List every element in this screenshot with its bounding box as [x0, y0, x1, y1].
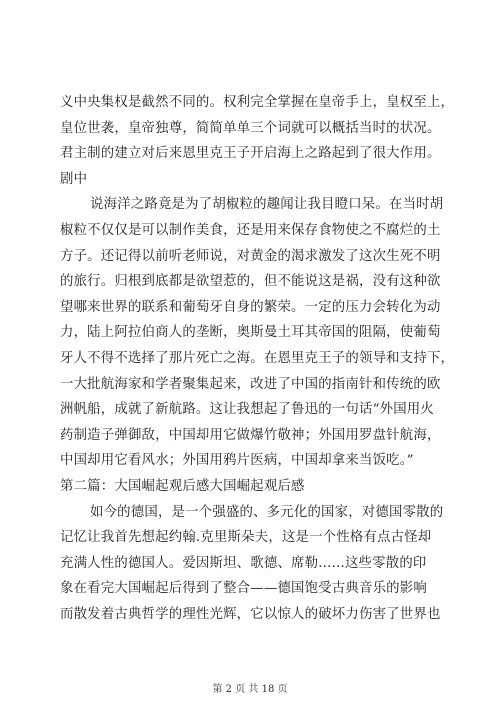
text-line: 剧中 [60, 171, 88, 187]
text-line: 方子。还记得以前听老师说，对黄金的渴求激发了这次生死不明 [60, 248, 441, 264]
text-line: 皇位世袭，皇帝独尊，简简单单三个词就可以概括当时的状况。 [60, 120, 441, 136]
text-line: 说海洋之路竟是为了胡椒粒的趣闻让我目瞪口呆。在当时胡 [90, 197, 444, 213]
text-line: 第二篇：大国崛起观后感大国崛起观后感 [60, 478, 305, 494]
text-line: 望哪来世界的联系和葡萄牙自身的繁荣。一定的压力会转化为动 [60, 299, 441, 315]
text-line: 椒粒不仅仅是可以制作美食，还是用来保存食物使之不腐烂的土 [60, 222, 441, 238]
text-line: 洲帆船，成就了新航路。这让我想起了鲁迅的一句话“外国用火 [60, 402, 434, 418]
text-line: 中国却用它看风水；外国用鸦片医病，中国却拿来当饭吃。” [60, 453, 414, 469]
text-line: 象在看完大国崛起后得到了整合——德国饱受古典音乐的影响 [60, 581, 427, 597]
text-line: 记忆让我首先想起约翰.克里斯朵夫，这是一个性格有点古怪却 [60, 530, 432, 546]
text-line: 药制造子弹御敌，中国却用它做爆竹敬神；外国用罗盘针航海， [60, 427, 441, 443]
text-line: 君主制的建立对后来恩里克王子开启海上之路起到了很大作用。 [60, 146, 441, 162]
text-line: 的旅行。归根到底都是欲望惹的，但不能说这是祸，没有这种欲 [60, 274, 441, 290]
page-indicator: 第 2 页 共 18 页 [212, 684, 288, 695]
text-line: 如今的德国，是一个强盛的、多元化的国家，对德国零散的 [90, 504, 444, 520]
text-line: 力，陆上阿拉伯商人的垄断，奥斯曼土耳其帝国的阻隔，使葡萄 [60, 325, 441, 341]
text-line: 牙人不得不选择了那片死亡之海。在恩里克王子的领导和支持下， [60, 350, 455, 366]
text-line: 充满人性的德国人。爱因斯坦、歌德、席勒......这些零散的印 [60, 555, 427, 571]
page-footer [0, 680, 500, 695]
text-line: 一大批航海家和学者聚集起来，改进了中国的指南针和传统的欧 [60, 376, 441, 392]
text-line: 义中央集权是截然不同的。权利完全掌握在皇帝手上，皇权至上， [60, 95, 455, 110]
text-line: 而散发着古典哲学的理性光辉，它以惊人的破坏力伤害了世界也 [60, 606, 441, 622]
document-body [60, 90, 455, 627]
